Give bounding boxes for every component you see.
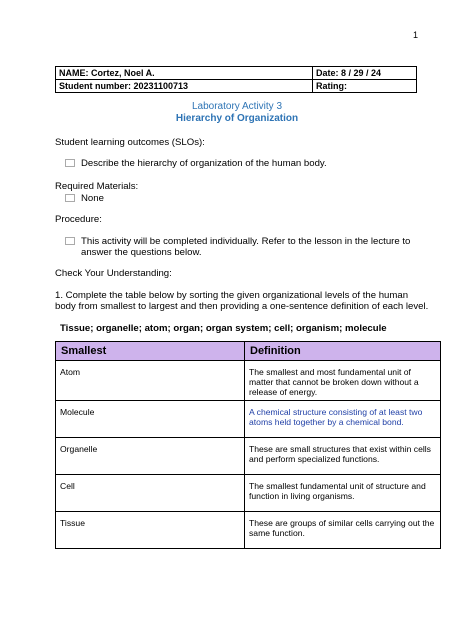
activity-subtitle: Hierarchy of Organization bbox=[175, 113, 299, 124]
levels-list: Tissue; organelle; atom; organ; organ system; cell; organism; molecule bbox=[60, 323, 387, 334]
check-heading: Check Your Understanding: bbox=[55, 268, 172, 279]
bullet-icon bbox=[65, 194, 75, 202]
level-cell: Tissue bbox=[56, 512, 245, 549]
definition-cell bbox=[245, 475, 441, 512]
materials-item bbox=[65, 193, 104, 204]
activity-title: Laboratory Activity 3 bbox=[191, 101, 283, 112]
table-row bbox=[56, 438, 441, 475]
procedure-heading: Procedure: bbox=[55, 214, 102, 225]
table-row bbox=[56, 475, 441, 512]
slo-heading: Student learning outcomes (SLOs): bbox=[55, 137, 205, 148]
definition-line: same function. bbox=[249, 528, 305, 538]
header-smallest: Smallest bbox=[56, 342, 245, 361]
rating-cell: Rating: bbox=[313, 80, 417, 93]
page-number: 1 bbox=[412, 30, 418, 40]
slo-item bbox=[65, 158, 327, 169]
definition-line: release of energy. bbox=[249, 387, 318, 397]
definition-line: function in living organisms. bbox=[249, 491, 355, 501]
definition-line: The smallest and most fundamental unit of bbox=[249, 367, 411, 377]
definition-cell bbox=[245, 401, 441, 438]
definition-line: The smallest fundamental unit of structure and bbox=[249, 481, 426, 491]
level-cell: Atom bbox=[56, 361, 245, 401]
bullet-icon bbox=[65, 159, 75, 167]
name-cell: NAME: Cortez, Noel A. bbox=[56, 67, 313, 80]
table-row bbox=[56, 361, 441, 401]
date-cell: Date: 8 / 29 / 24 bbox=[313, 67, 417, 80]
definition-line: and perform specialized functions. bbox=[249, 454, 380, 464]
table-row bbox=[56, 401, 441, 438]
hierarchy-table bbox=[55, 341, 441, 549]
procedure-item-line1: This activity will be completed individually. Refer to the lesson in the lecture to bbox=[81, 236, 411, 247]
level-cell: Molecule bbox=[56, 401, 245, 438]
slo-item-text: Describe the hierarchy of organization of the human body. bbox=[81, 158, 327, 169]
materials-item-text: None bbox=[81, 193, 104, 204]
definition-line: atoms held together by a chemical bond. bbox=[249, 417, 404, 427]
header-definition: Definition bbox=[245, 342, 441, 361]
question-line1: 1. Complete the table below by sorting the given organizational levels of the human bbox=[55, 290, 409, 301]
definition-line: matter that cannot be broken down without a bbox=[249, 377, 419, 387]
definition-cell bbox=[245, 512, 441, 549]
definition-line: A chemical structure consisting of at least two bbox=[249, 407, 423, 417]
procedure-item bbox=[65, 236, 410, 247]
student-info-table bbox=[55, 66, 417, 93]
definition-line: These are groups of similar cells carrying out the bbox=[249, 518, 435, 528]
question-line2: body from smallest to largest and then providing a one-sentence definition of each level. bbox=[55, 301, 429, 312]
level-cell: Cell bbox=[56, 475, 245, 512]
definition-cell bbox=[245, 361, 441, 401]
student-number-cell: Student number: 20231100713 bbox=[56, 80, 313, 93]
materials-heading: Required Materials: bbox=[55, 181, 139, 192]
bullet-icon bbox=[65, 237, 75, 245]
level-cell: Organelle bbox=[56, 438, 245, 475]
procedure-item-line2: answer the questions below. bbox=[81, 247, 202, 258]
definition-cell bbox=[245, 438, 441, 475]
table-row bbox=[56, 512, 441, 549]
definition-line: These are small structures that exist within cells bbox=[249, 444, 431, 454]
